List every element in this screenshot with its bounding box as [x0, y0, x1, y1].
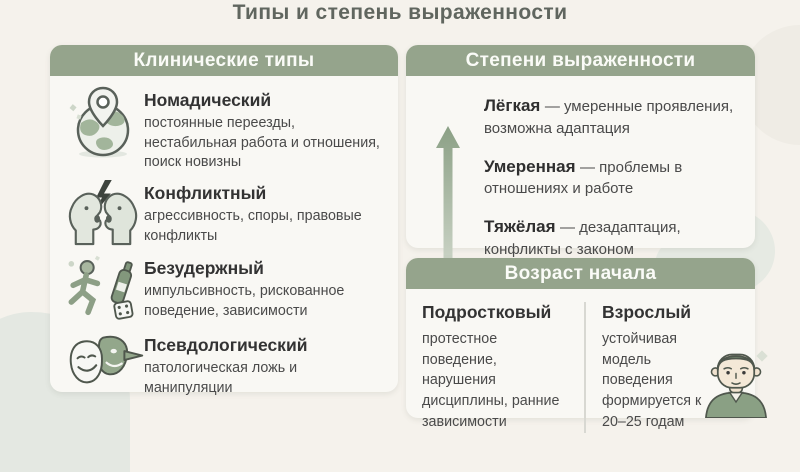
onset-age-panel [406, 258, 755, 430]
severity-item-severe [484, 216, 741, 261]
list-item-pseudological [62, 330, 386, 398]
item-desc: патологическая ложь и манипуляции [144, 360, 298, 396]
item-title: Псевдологический [144, 335, 308, 356]
severity-item-moderate [484, 156, 741, 201]
severity-name: Лёгкая [484, 96, 541, 115]
clinical-types-list [50, 76, 398, 399]
page-title: Типы и степень выраженности [232, 1, 568, 24]
clinical-types-header [50, 45, 398, 76]
severity-panel [406, 45, 755, 258]
onset-age-header-label: Возраст начала [504, 262, 657, 284]
arguing-heads-icon [62, 178, 144, 248]
globe-pin-icon [62, 85, 144, 159]
clinical-types-header-label: Клинические типы [133, 49, 315, 71]
list-item-unrestrained [62, 253, 386, 325]
onset-column-desc: протестное поведение, нарушения дисциплины, ранние зависимости [422, 331, 560, 430]
onset-column-desc: устойчивая модель поведения формируется к 20–25 годам [602, 331, 702, 430]
item-desc: импульсивность, рискованное поведение, зависимости [144, 283, 345, 319]
severity-item-mild [484, 95, 741, 140]
item-desc: агрессивность, споры, правовые конфликты [144, 208, 362, 244]
severity-desc: — проблемы в отношениях и работе [484, 158, 683, 198]
onset-age-header [406, 258, 755, 289]
severity-name: Умеренная [484, 156, 576, 176]
item-title: Номадический [144, 90, 272, 110]
severity-header-label: Степени выраженности [465, 49, 696, 71]
list-item-nomadic [62, 85, 386, 173]
severity-header [406, 45, 755, 76]
onset-column-title: Взрослый [602, 302, 692, 322]
clinical-types-panel [50, 45, 398, 396]
onset-column-adolescent [422, 302, 584, 433]
onset-column-title: Подростковый [422, 302, 552, 322]
item-desc: постоянные переезды, нестабильная работа и отношения, поиск новизны [144, 115, 380, 171]
up-arrow-icon [435, 126, 461, 265]
list-item-conflict [62, 178, 386, 248]
severity-name: Тяжёлая [484, 217, 556, 237]
severity-desc: — умеренные проявления, возможна адаптация [484, 98, 734, 137]
running-bottle-dice-icon [62, 253, 144, 325]
item-title: Конфликтный [144, 183, 267, 204]
theater-masks-icon [62, 330, 144, 390]
item-title: Безудержный [144, 258, 264, 279]
severity-desc: — дезадаптация, конфликты с законом [484, 219, 681, 258]
